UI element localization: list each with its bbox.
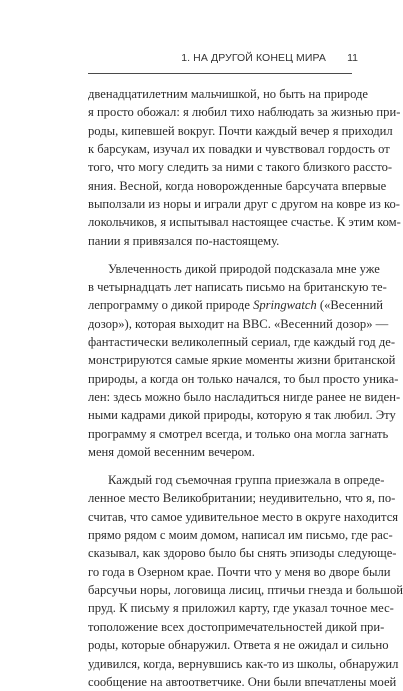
running-header [88, 47, 358, 74]
text-line: роды, кипевшей вокруг. Почти каждый вечер я приходил [88, 123, 393, 138]
text-line: сказывал, как здорово было бы снять эпизоды следующе- [88, 546, 397, 561]
text-line: программу я смотрел всегда, и только она могла загнать [88, 426, 389, 441]
text-line: роды, которые обнаружил. Ответа я не ожидал и сильно [88, 638, 389, 653]
text-line: удивился, когда, вернувшись как-то из школы, обнаружил [88, 656, 399, 671]
text-line: барсучьи норы, логовища лисиц, птичьи гнезда и большой [88, 583, 403, 598]
text-line: яния. Весной, когда новорожденные барсучата впервые [88, 178, 387, 193]
paragraph-gap [88, 461, 352, 471]
text-line: сообщение на автоответчике. Они были впечатлены моей [88, 674, 397, 689]
text-run: («Весенний [316, 298, 383, 313]
text-line: пании я привязался по-настоящему. [88, 233, 280, 248]
text-line: локольчиков, я испытывал настоящее счастье. К этим ком- [88, 215, 401, 230]
text-line: го года в Озерном крае. Почти что у меня во дворе были [88, 564, 391, 579]
text-line: Каждый год съемочная группа приезжала в опреде- [108, 473, 385, 488]
text-line: монстрируются самые яркие моменты жизни британской [88, 353, 396, 368]
page-number: 11 [347, 52, 358, 64]
text-line: дозор»), которая выходит на BBC. «Весенний дозор» — [88, 316, 389, 331]
body-text [88, 85, 403, 691]
text-line: тоположение всех достопримечательностей дикой при- [88, 619, 385, 634]
text-line: к барсукам, изучал их повадки и чувствовал гордость от [88, 142, 390, 157]
text-line: ными кадрами дикой природы, которую я так любил. Эту [88, 408, 396, 423]
text-line: природы, а когда он только начался, то был просто уника- [88, 371, 399, 386]
text-line: выползали из норы и играли друг с другом на ковре из ко- [88, 197, 400, 212]
text-line: в четырнадцать лет написать письмо на британскую те- [88, 280, 387, 295]
text-line: меня домой весенним вечером. [88, 445, 255, 460]
text-line: прямо рядом с моим домом, написал им письмо, где рас- [88, 528, 393, 543]
text-line-with-italic [88, 296, 383, 314]
text-line: Увлеченность дикой природой подсказала мне уже [108, 261, 380, 276]
chapter-title: 1. НА ДРУГОЙ КОНЕЦ МИРА [181, 52, 326, 64]
text-line: лен: здесь можно было насладиться нигде ранее не виден- [88, 390, 401, 405]
text-line: того, что могу следить за ними с такого близкого рассто- [88, 160, 393, 175]
text-line: я просто обожал: я любил тихо наблюдать за жизнью при- [88, 105, 401, 120]
paragraph-gap [88, 250, 352, 260]
text-line: двенадцатилетним мальчишкой, но быть на природе [88, 87, 368, 101]
text-run: лепрограмму о дикой природе [88, 298, 250, 313]
text-line: считав, что самое удивительное место в округе находится [88, 509, 399, 524]
text-line: ленное место Великобритании; неудивительно, что я, по- [88, 491, 396, 506]
text-line: фантастически великолепный сериал, где каждый год де- [88, 335, 396, 350]
text-line: пруд. К письму я приложил карту, где указал точное мес- [88, 601, 394, 616]
program-title: Springwatch [253, 298, 317, 313]
